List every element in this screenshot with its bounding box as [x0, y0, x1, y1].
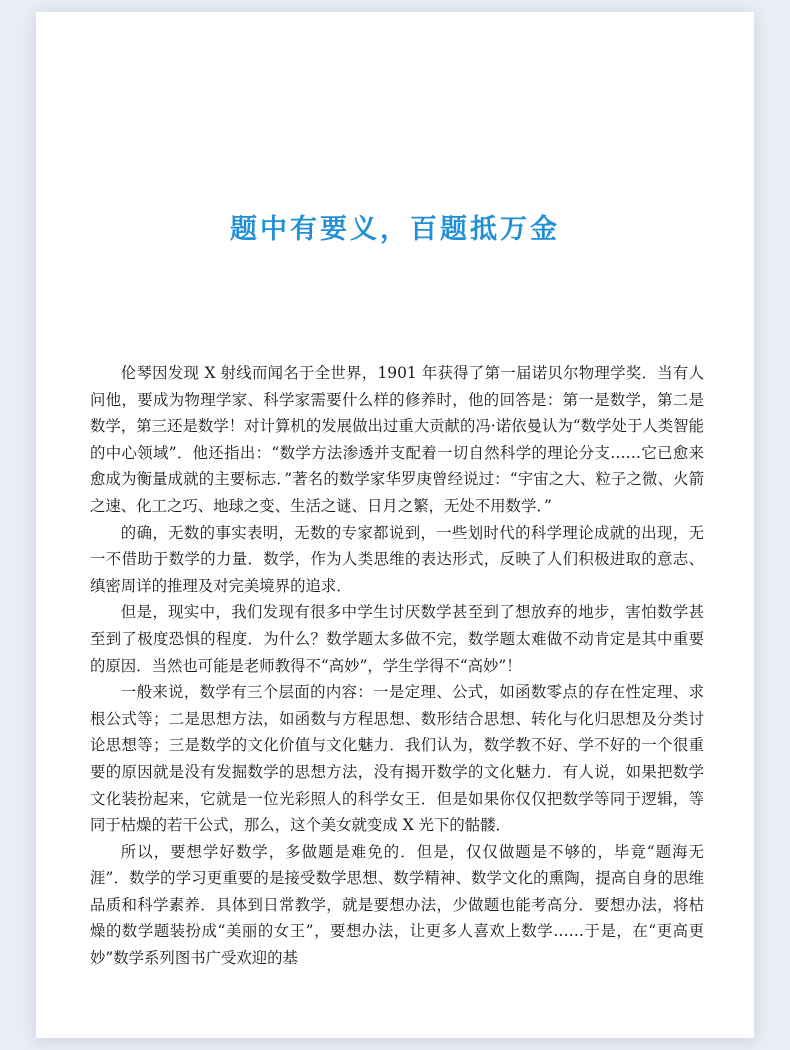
paragraph: 所以，要想学好数学，多做题是难免的．但是，仅仅做题是不够的，毕竟“题海无涯”．数学的学习更重要的是接受数学思想、数学精神、数学文化的熏陶，提高自身的思维品质和科学素养．具体到日常教学，就是要想办法，少做题也能考高分．要想办法，将枯燥的数学题装扮成“美丽的女王”，要想办法，让更多人喜欢上数学……于是，在“更高更妙”数学系列图书广受欢迎的基	[90, 842, 704, 968]
body-text	[90, 360, 704, 972]
paragraph: 但是，现实中，我们发现有很多中学生讨厌数学甚至到了想放弃的地步，害怕数学甚至到了极度恐惧的程度．为什么？数学题太多做不完，数学题太难做不动肯定是其中重要的原因．当然也可能是老师教得不“高妙”，学生学得不“高妙”！	[90, 603, 704, 675]
paragraph: 伦琴因发现 X 射线而闻名于全世界，1901 年获得了第一届诺贝尔物理学奖．当有人问他，要成为物理学家、科学家需要什么样的修养时，他的回答是：第一是数学，第二是数学，第三还是数学！对计算机的发展做出过重大贡献的冯·诺依曼认为“数学处于人类智能的中心领域”．他还指出：“数学方法渗透并支配着一切自然科学的理论分支……它已愈来愈成为衡量成就的主要标志．”著名的数学家华罗庚曾经说过：“宇宙之大、粒子之微、火箭之速、化工之巧、地球之变、生活之谜、日月之繁，无处不用数学．”	[90, 364, 704, 515]
book-page	[36, 12, 754, 1038]
chapter-title: 题中有要义，百题抵万金	[230, 214, 560, 245]
paragraph: 的确，无数的事实表明，无数的专家都说到，一些划时代的科学理论成就的出现，无一不借助于数学的力量．数学，作为人类思维的表达形式，反映了人们积极进取的意志、缜密周详的推理及对完美境界的追求．	[90, 523, 704, 595]
paragraph: 一般来说，数学有三个层面的内容：一是定理、公式，如函数零点的存在性定理、求根公式等；二是思想方法，如函数与方程思想、数形结合思想、转化与化归思想及分类讨论思想等；三是数学的文化价值与文化魅力．我们认为，数学教不好、学不好的一个很重要的原因就是没有发掘数学的思想方法，没有揭开数学的文化魅力．有人说，如果把数学文化装扮起来，它就是一位光彩照人的科学女王．但是如果你仅仅把数学等同于逻辑，等同于枯燥的若干公式，那么，这个美女就变成 X 光下的骷髅．	[90, 683, 704, 835]
